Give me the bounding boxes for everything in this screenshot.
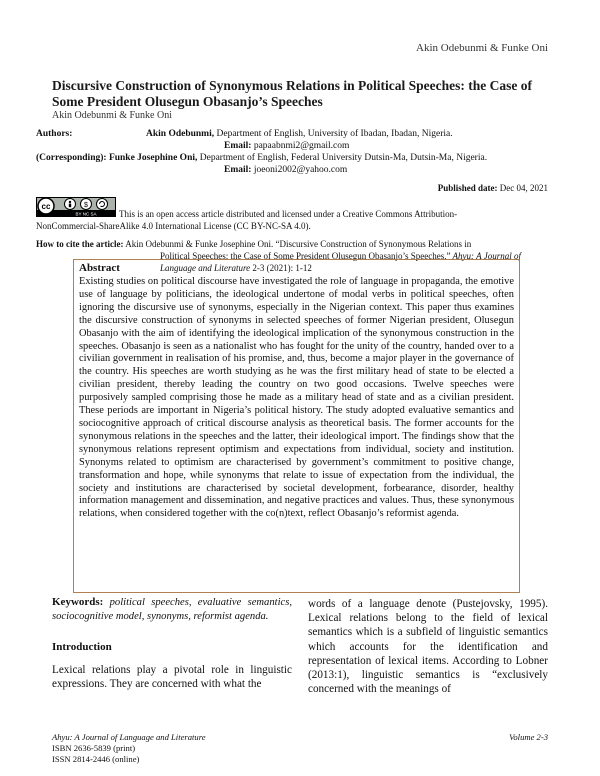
published-value: Dec 04, 2021 <box>497 183 548 193</box>
author2-email[interactable]: joeoni2002@yahoo.com <box>251 165 348 175</box>
right-column <box>308 597 548 696</box>
keywords-text: political speeches, evaluative semantics, sociocognitive model, synonyms, reformist agenda. <box>52 597 292 622</box>
paper-title: Discursive Construction of Synonymous Relations in Political Speeches: the Case of Some President Olusegun Obasanjo’s Speeches <box>52 78 532 109</box>
authors-block <box>36 128 566 176</box>
author2-affiliation: Department of English, Federal University Dutsin-Ma, Dutsin-Ma, Nigeria. <box>197 153 488 163</box>
published-label: Published date: <box>437 183 498 193</box>
page-footer <box>52 732 548 765</box>
abstract-body: Existing studies on political discourse have investigated the role of language in propaganda, the emotive use of language by politicians, the ideological undertone of modal verbs in political speeches, often ignoring the discursive use of synonyms, especially in the Nigerian context. This paper thus examines the discursive construction of synonyms in selected speeches of former Nigerian president, Olusegun Obasanjo with the aim of identifying the ideological implication of the synonymous construction in the speeches. Obasanjo is seen as a nationalist who has fought for the unity of the country, handed over to a civilian government in realisation of his promise, and, thus, become a major player in the governance of the country. His speeches are worth studying as he was the first military head of state to be elected a civilian president, thereby leading the country on two good occasions. Twelve speeches were purposively sampled comprising those he made as a military head of state and as a civilian president. These periods are important in Nigeria’s political history. The study adopted evaluative semantics and sociocognitive approach of critical discourse analysis as theoretical basis. The former accounts for the synonymous relations in the speeches and the latter, their ideological import. The findings show that the synonymous relations represent optimism and expectations from individual, society and institution. Synonyms related to optimism are characterised by government’s commitment to positive change, transformation and hope, while synonyms that relate to issue of expectation from the individual, the society and institutions are characterised by societal development, forbearance, disorder, healthy information management and dissemination, and negative practices and values. Thus, these synonymous relations, when considered together with the co(n)text, reflect Obasanjo’s reformist agenda. <box>79 276 514 520</box>
license-line1: This is an open access article distributed and licensed under a Creative Commons Attribution- <box>119 209 458 219</box>
svg-text:cc: cc <box>41 202 51 211</box>
introduction-left-text: Lexical relations play a pivotal role in linguistic expressions. They are concerned with what the <box>52 663 292 690</box>
sa-icon <box>97 199 108 210</box>
license-line2: NonCommercial-ShareAlike 4.0 International License (CC BY-NC-SA 4.0). <box>36 220 311 231</box>
cite-text1: Akin Odebunmi & Funke Josephine Oni. “Discursive Construction of Synonymous Relations in <box>123 239 472 249</box>
cite-journal-2: Language and Literature <box>160 263 251 273</box>
author2-email-row <box>36 164 566 176</box>
svg-text:$: $ <box>84 202 88 209</box>
keywords <box>52 596 292 623</box>
introduction-heading: Introduction <box>52 641 112 654</box>
author2-name: Funke Josephine Oni, <box>108 153 198 163</box>
footer-isbn: ISBN 2636-5839 (print) <box>52 743 136 753</box>
cite-label: How to cite the article: <box>36 239 124 249</box>
keywords-label: Keywords: <box>52 596 104 608</box>
footer-issn: ISSN 2814-2446 (online) <box>52 754 140 764</box>
corresponding-label: (Corresponding): <box>36 153 107 163</box>
author1-email-row <box>36 140 566 152</box>
abstract-box <box>73 259 520 593</box>
introduction-right-text: words of a language denote (Pustejovsky, 1995). Lexical relations belong to the field of lexical semantics which is a subfield of linguistic semantics which accounts for the identification and representation of lexical items. According to Lobner (2013:1), linguistic semantics is “exclusively concerned with the meanings of <box>308 598 548 696</box>
byline: Akin Odebunmi & Funke Oni <box>52 110 172 121</box>
cite-journal: Ahyu: A Journal of <box>450 251 521 261</box>
running-head: Akin Odebunmi & Funke Oni <box>416 42 548 54</box>
left-column <box>52 596 292 691</box>
license-notice <box>36 209 556 232</box>
author1-affiliation: Department of English, University of Ibadan, Ibadan, Nigeria. <box>214 129 453 139</box>
author1-email[interactable]: papaabnmi2@gmail.com <box>251 141 350 151</box>
cite-text2: Political Speeches: the Case of Some President Olusegun Obasanjo’s Speeches.” <box>160 251 451 261</box>
abstract-heading: Abstract <box>79 262 120 274</box>
footer-journal: Ahyu: A Journal of Language and Literature <box>52 732 206 742</box>
author1-name: Akin Odebunmi, <box>146 129 215 139</box>
author1-row <box>36 128 566 140</box>
authors-label: Authors: <box>36 129 73 139</box>
cc-badge-text: BY NC SA <box>75 211 97 217</box>
footer-volume: Volume 2-3 <box>509 732 548 742</box>
email-label-2: Email: <box>224 165 252 175</box>
cite-text3: 2-3 (2021): 1-12 <box>250 263 312 273</box>
email-label: Email: <box>224 141 252 151</box>
published-date <box>438 183 548 193</box>
author2-row <box>36 152 566 164</box>
